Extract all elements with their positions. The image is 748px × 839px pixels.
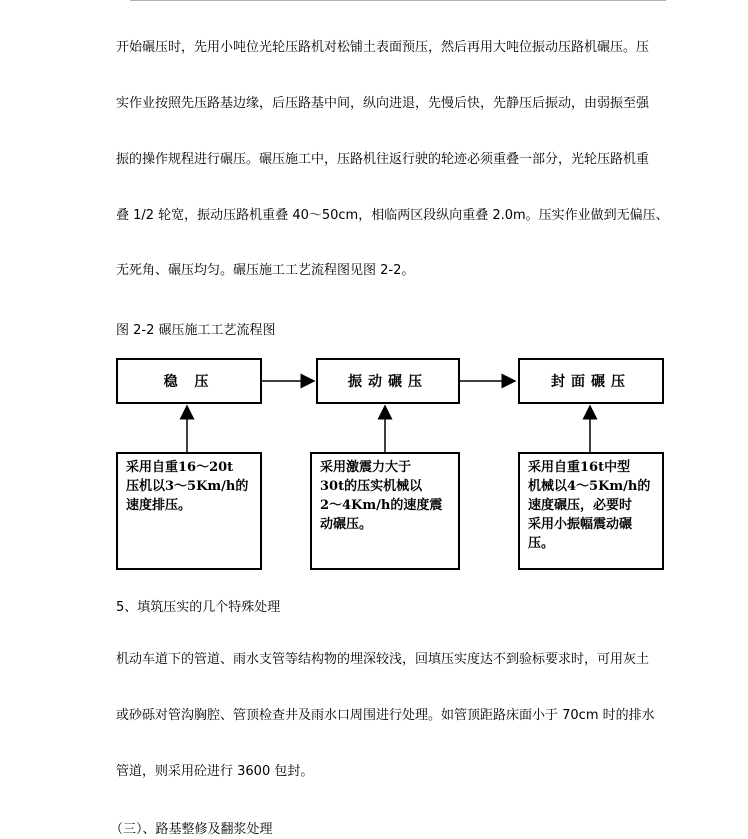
note-line: 2～4Km/h的速度震 [320, 498, 443, 513]
note-line: 机械以4～5Km/h的 [528, 479, 651, 494]
paragraph-line: 开始碾压时，先用小吨位光轮压路机对松铺土表面预压，然后再用大吨位振动压路机碾压。压 [116, 40, 650, 55]
flow-step-stabilize: 稳 压 [116, 358, 262, 404]
section-heading: 5、填筑压实的几个特殊处理 [116, 600, 281, 615]
paragraph-line: 实作业按照先压路基边缘，后压路基中间，纵向进退，先慢后快，先静压后振动，由弱振至强 [116, 96, 650, 111]
figure-caption: 图 2-2 碾压施工工艺流程图 [116, 323, 276, 338]
flow-note-3 [518, 452, 664, 570]
note-line: 速度碾压，必要时 [528, 498, 633, 513]
flow-step-vibratory: 振动碾压 [316, 358, 460, 404]
section-heading: （三）、路基整修及翻浆处理 [110, 822, 273, 837]
paragraph-line: 管道，则采用砼进行 3600 包封。 [116, 764, 314, 779]
note-line: 采用自重16～20t [126, 460, 234, 475]
paragraph-line: 振的操作规程进行碾压。碾压施工中，压路机往返行驶的轮迹必须重叠一部分，光轮压路机重 [116, 152, 650, 167]
flow-note-2 [310, 452, 460, 570]
note-line: 速度排压。 [126, 498, 192, 513]
paragraph-line: 叠 1/2 轮宽，振动压路机重叠 40～50cm，相临两区段纵向重叠 2.0m。压实作业做到无偏压、 [116, 208, 669, 223]
paragraph-line: 机动车道下的管道、雨水支管等结构物的埋深较浅，回填压实度达不到验标要求时，可用灰土 [116, 652, 650, 667]
note-line: 动碾压。 [320, 517, 373, 532]
note-line: 采用自重16t中型 [528, 460, 631, 475]
flow-step-seal: 封面碾压 [518, 358, 664, 404]
note-line: 30t的压实机械以 [320, 479, 423, 494]
note-line: 采用小振幅震动碾 [528, 517, 633, 532]
paragraph-line: 或砂砾对管沟胸腔、管顶检查井及雨水口周围进行处理。如管顶距路床面小于 70cm 时的排水 [116, 708, 655, 723]
paragraph-line: 无死角、碾压均匀。碾压施工工艺流程图见图 2-2。 [116, 263, 415, 278]
note-line: 采用激震力大于 [320, 460, 412, 475]
note-line: 压。 [528, 536, 555, 551]
flow-note-1 [116, 452, 262, 570]
note-line: 压机以3～5Km/h的 [126, 479, 249, 494]
